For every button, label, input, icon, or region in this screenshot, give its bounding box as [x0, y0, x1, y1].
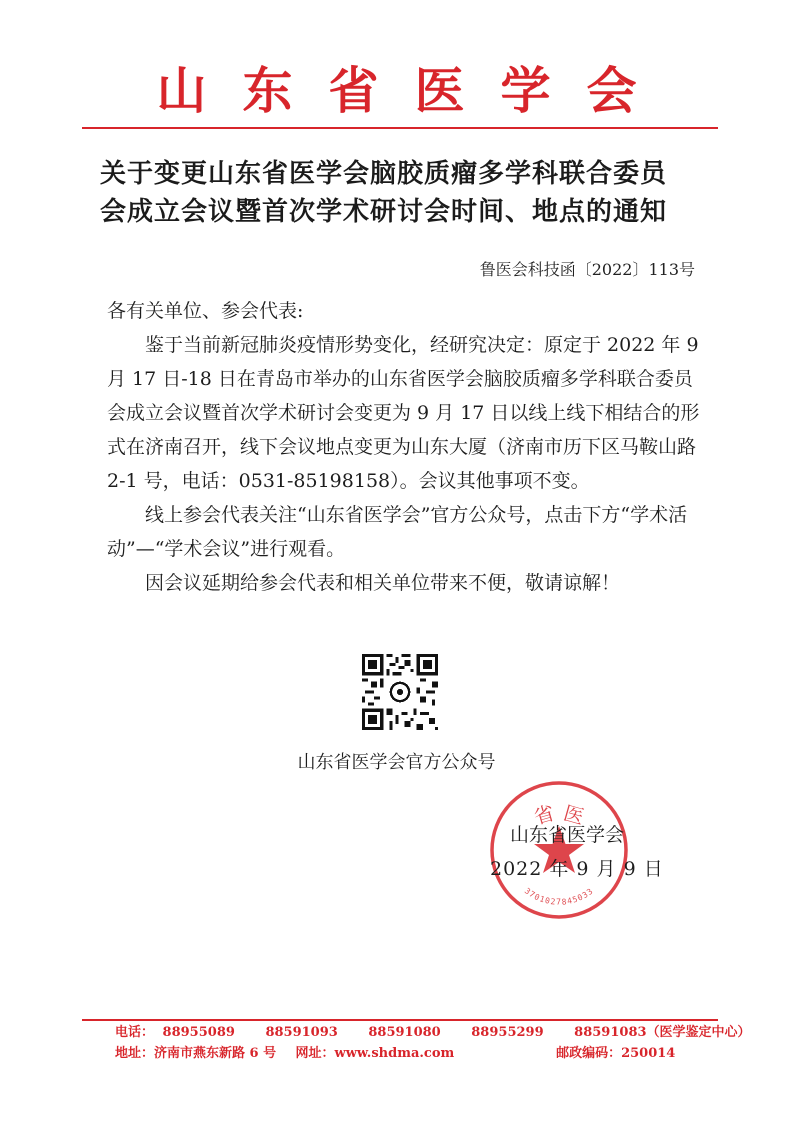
paragraph-online-viewing: 线上参会代表关注“山东省医学会”官方公众号，点击下方“学术活动”—“学术会议”进行观看。: [107, 504, 688, 560]
qr-caption: 山东省医学会官方公众号: [297, 752, 496, 773]
address-value: 济南市燕东新路 6 号: [154, 1046, 277, 1061]
paragraph-apology: 因会议延期给参会代表和相关单位带来不便，敬请谅解！: [145, 572, 621, 594]
signature-date: 2022 年 9 月 9 日: [490, 858, 664, 880]
notice-title-line-1: 关于变更山东省医学会脑胶质瘤多学科联合委员: [100, 159, 668, 189]
official-seal-stamp: [487, 778, 631, 922]
seal-number: 3701027845033: [522, 886, 596, 907]
qr-code-icon[interactable]: [362, 654, 438, 730]
phone-number-medical-appraisal: 88591083（医学鉴定中心）: [574, 1025, 751, 1040]
footer-divider: [82, 1019, 718, 1021]
notice-body: [107, 290, 711, 600]
address-label: 地址：: [115, 1046, 155, 1061]
paragraph-change-notice: 鉴于当前新冠肺炎疫情形势变化，经研究决定：原定于 2022 年 9 月 17 日-18 日在青岛市举办的山东省医学会脑胶质瘤多学科联合委员会成立会议暨首次学术研讨会变更为 9 月 17 日以线上线下相结合的形式在济南召开，线下会议地点变更为山东大厦（济南市历下区马鞍山路 2-1 号，电话：0531-85198158）。会议其他事项不变。: [107, 334, 700, 492]
phone-number: 88955299: [471, 1025, 544, 1040]
footer-phones: [115, 1024, 751, 1042]
phone-label: 电话：: [115, 1025, 155, 1040]
svg-text:3701027845033: [523, 886, 596, 906]
masthead-divider: [82, 127, 718, 129]
zip-label: 邮政编码：: [556, 1046, 622, 1061]
signature-organization: 山东省医学会: [510, 824, 625, 846]
notice-title: [100, 155, 700, 231]
phone-number: 88591080: [368, 1025, 441, 1040]
seal-top-text: 省 医: [531, 800, 587, 830]
website-label: 网址：: [295, 1046, 335, 1061]
document-number: 鲁医会科技函〔2022〕113号: [479, 260, 695, 279]
salutation: 各有关单位、参会代表:: [107, 300, 304, 322]
notice-title-line-2: 会成立会议暨首次学术研讨会时间、地点的通知: [100, 197, 668, 227]
zip-value: 250014: [621, 1046, 676, 1061]
footer-contact: [115, 1045, 695, 1063]
phone-number: 88955089: [162, 1025, 235, 1040]
website-link[interactable]: www.shdma.com: [334, 1046, 455, 1061]
masthead-title: 山东省医学会: [156, 61, 673, 120]
phone-number: 88591093: [265, 1025, 338, 1040]
